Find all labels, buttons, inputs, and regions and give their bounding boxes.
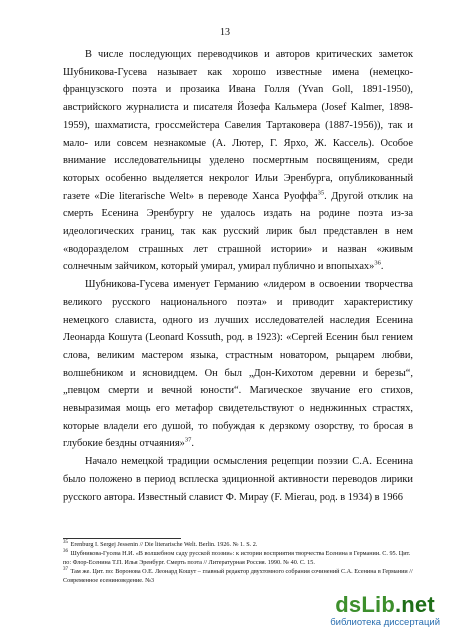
logo-suffix: .net [394,592,435,617]
page-number: 13 [220,27,230,38]
dslib-watermark[interactable] [330,593,440,629]
paragraph-1: В числе последующих переводчиков и авторов критических заметок Шубникова-Гусева называет как хорошо известные имена (немецко-французского поэта и прозаика Ивана Голля (Yvan Goll, 1891-1950), австрийского журналиста и писателя Йозефа Кальмера (Josef Kalmer, 1898-1959), шахматиста, гроссмейстера Савелия Тартаковера (1887-1956)), так и мало- или совсем незнакомые (А. Лютер, Г. Ярхо, Ж. Кассель). Особое внимание исследовательницы уделено посмертным посвящениям, среди которых особенно выделяется некролог Ильи Эренбурга, опубликованный газете «Die literarische Welt» в переводе Ханса Руоффа$^{35}$. Другой отклик на смерть Есенина Эренбургу не удалось издать на родине поэта из-за идеологических границ, так как русский лирик был представлен в нем «водоразделом страшных лет страшной истории» и назван «живым солнечным зайчиком, который умирал, умирал публично и впопыхах»$^{36}$. [63,49,413,273]
paragraph-1-text: В числе последующих переводчиков и авторов критических заметок Шубникова-Гусева называет как хорошо известные имена (немецко-французского поэта и прозаика Ивана Голля (Yvan Goll, 1891-1950), австрийского журналиста и писателя Йозефа Кальмера (Josef Kalmer, 1898-1959), шахматиста, гроссмейстера Савелия Тартаковера (1887-1956)), так и мало- или совсем незнакомые (А. Лютер, Г. Ярхо, Ж. Кассель). Особое внимание исследовательницы уделено посмертным посвящениям, среди которых особенно выделяется некролог Ильи Эренбурга, опубликованный газете «Die literarische Welt» в переводе Ханса Руоффа [63,49,413,202]
footnote-text: Шубникова-Гусева Н.И. «В волшебном саду русской поэзии»: к истории восприятия творчества Есенина в Германии. С. 95. Цит. по: Флор-Есенина Т.П. Илья Эренбург. Смерть поэта // Литературная Россия. 1990. № 40. С. 15. [63,549,411,566]
footnote-36 [63,550,418,568]
footnote-number: 35 [63,539,68,545]
paragraph-1-continuation: . Другой отклик на смерть Есенина Эренбургу не удалось издать на родине поэта из-за идеологических границ, так как русский лирик был представлен в нем «водоразделом страшных лет страшной истории» и назван «живым солнечным зайчиком, который умирал, умирал публично и впопыхах» [63,190,413,273]
paragraph-2-text: Шубникова-Гусева именует Германию «лидером в освоении творчества великого русского национального поэта» и приводит характеристику немецкого слависта, одного из лучших исследователей наследия Есенина Леонарда Кошута (Leonard Kossuth, род. в 1923): «Сергей Есенин был гением слова, великим мастером языка, страстным новатором, рыцарем любви, волшебником и ясновидцем. Он был „Дон-Кихотом деревни и березы“, „певцом смерти и вечной юности“. Магическое звучание его стихов, невыразимая мощь его метафор свидетельствуют о неднжинных страстях, которые владели его душой, то побуждая к дерзкому озорству, то бросая в глубокие бездны отчаяния» [63,279,413,450]
footnotes [63,541,418,586]
footnote-text: Там же. Цит. по: Воронова О.Е. Леонард Кошут – главный редактор двухтомного собрания сочинений С.А. Есенина в Германии // Современное есениноведение. №3 [63,567,413,584]
footnote-ref-37[interactable]: 37 [184,437,192,444]
footnote-text: Erenburg I. Sergej Jessenin // Die literarische Welt. Berlin. 1926. № 1. S. 2. [70,541,258,548]
paragraph-2: Шубникова-Гусева именует Германию «лидером в освоении творчества великого русского национального поэта» и приводит характеристику немецкого слависта, одного из лучших исследователей наследия Есенина Леонарда Кошута (Leonard Kossuth, род. в 1923): «Сергей Есенин был гением слова, великим мастером языка, страстным новатором, рыцарем любви, волшебником и ясновидцем. Он был „Дон-Кихотом деревни и березы“, „певцом смерти и вечной юности“. Магическое звучание его стихов, невыразимая мощь его метафор свидетельствуют о неднжинных страстях, которые владели его душой, то побуждая к дерзкому озорству, то бросая в глубокие бездны отчаяния»$^{37}$. [63,279,413,450]
logo-main: dsLib [335,592,395,617]
watermark-tagline: библиотека диссертаций [330,617,440,628]
paragraph-3 [63,453,413,506]
body-text [63,46,413,506]
footnote-number: 37 [63,566,68,572]
footnote-37 [63,568,418,586]
footnote-35 [63,541,418,550]
footnote-ref-36[interactable]: 36 [374,259,381,267]
footnote-divider [63,538,181,539]
footnote-number: 36 [63,548,68,554]
dslib-logo [330,593,440,617]
paragraph-3-text: Начало немецкой традиции осмысления рецепции поэзии С.А. Есенина было положено в период всплеска эдиционной активности переводов лирики русского автора. Известный славист Ф. Мирау (F. Mierau, род. в 1934) в 1966 [63,456,413,503]
footnote-ref-35[interactable]: 35 [317,189,325,197]
